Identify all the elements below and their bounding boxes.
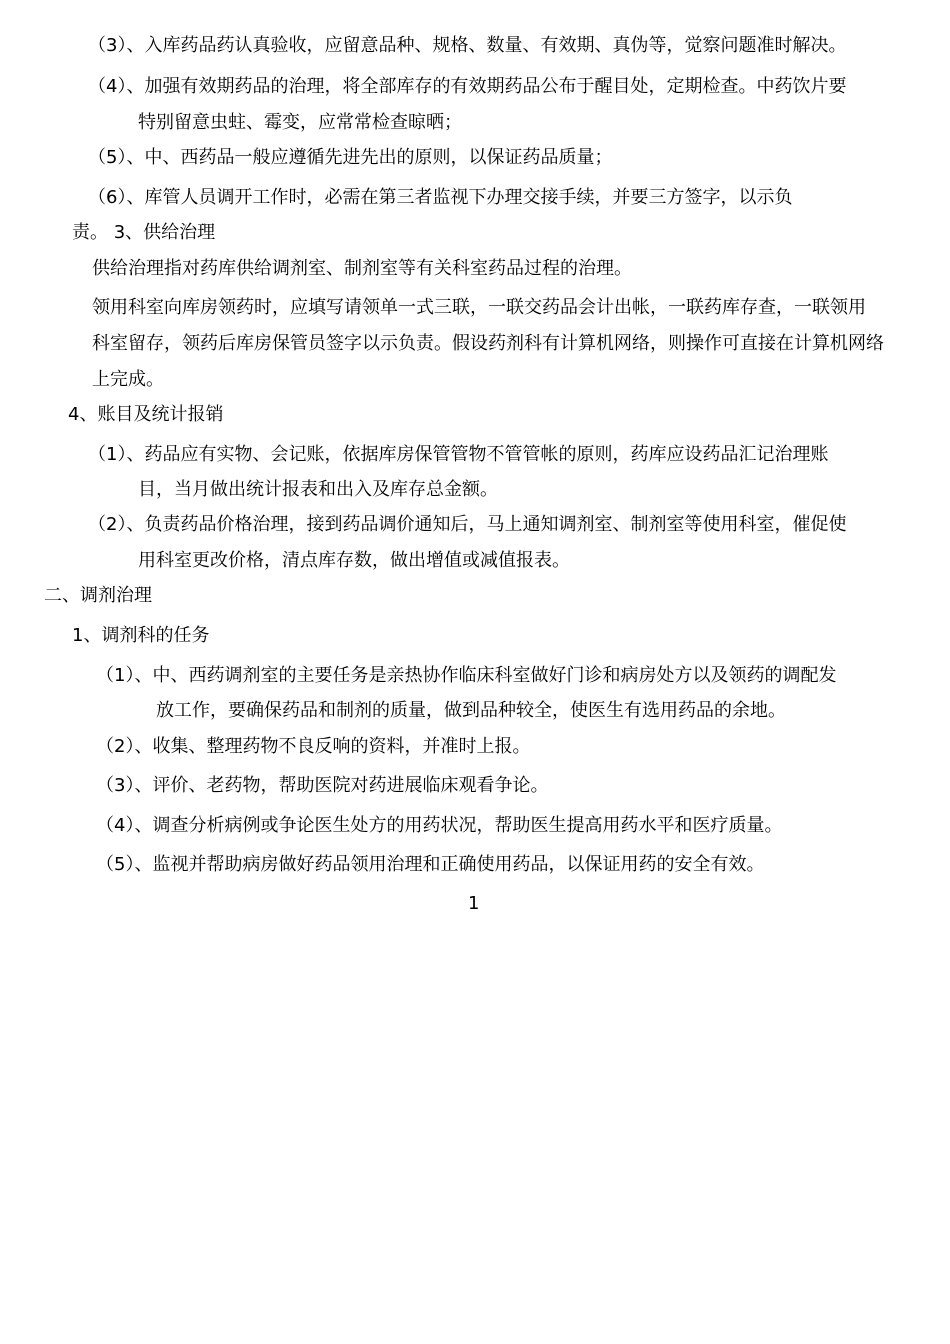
- chapter-heading: 二、调剂治理: [44, 585, 152, 606]
- text-line: （1）、药品应有实物、会记账，依据库房保管管物不管管帐的原则，药库应设药品汇记治理账: [88, 444, 829, 465]
- section-heading: 责。 3、供给治理: [72, 222, 216, 243]
- text-line: （5）、中、西药品一般应遵循先进先出的原则，以保证药品质量；: [88, 147, 613, 168]
- text-line: 上完成。: [92, 369, 164, 390]
- page-number: 1: [468, 893, 480, 914]
- text-line: 放工作，要确保药品和制剂的质量，做到品种较全，使医生有选用药品的余地。: [156, 700, 786, 721]
- text-line: 特别留意虫蛀、霉变，应常常检查晾晒；: [138, 112, 462, 133]
- text-line: （2）、负责药品价格治理，接到药品调价通知后，马上通知调剂室、制剂室等使用科室，催促使: [88, 514, 847, 535]
- text-line: 目，当月做出统计报表和出入及库存总金额。: [138, 479, 498, 500]
- text-line: 用科室更改价格，清点库存数，做出增值或减值报表。: [138, 550, 570, 571]
- text-line: 科室留存，领药后库房保管员签字以示负责。假设药剂科有计算机网络，则操作可直接在计算机网络: [92, 333, 884, 354]
- text-line: 供给治理指对药库供给调剂室、制剂室等有关科室药品过程的治理。: [92, 258, 632, 279]
- text-line: （1）、中、西药调剂室的主要任务是亲热协作临床科室做好门诊和病房处方以及领药的调配发: [96, 665, 837, 686]
- text-line: （5）、监视并帮助病房做好药品领用治理和正确使用药品，以保证用药的安全有效。: [96, 854, 765, 875]
- text-line: （6）、库管人员调开工作时，必需在第三者监视下办理交接手续，并要三方签字，以示负: [88, 187, 793, 208]
- section-heading: 4、账目及统计报销: [68, 404, 224, 425]
- text-line: （3）、评价、老药物，帮助医院对药进展临床观看争论。: [96, 775, 549, 796]
- text-line: （4）、加强有效期药品的治理，将全部库存的有效期药品公布于醒目处，定期检查。中药饮片要: [88, 76, 847, 97]
- text-line: 领用科室向库房领药时，应填写请领单一式三联，一联交药品会计出帐，一联药库存查，一联领用: [92, 297, 866, 318]
- text-line: （3）、入库药品药认真验收，应留意品种、规格、数量、有效期、真伪等，觉察问题准时解决。: [88, 35, 847, 56]
- text-line: （4）、调查分析病例或争论医生处方的用药状况，帮助医生提高用药水平和医疗质量。: [96, 815, 783, 836]
- section-heading: 1、调剂科的任务: [72, 625, 210, 646]
- text-line: （2）、收集、整理药物不良反响的资料，并准时上报。: [96, 736, 531, 757]
